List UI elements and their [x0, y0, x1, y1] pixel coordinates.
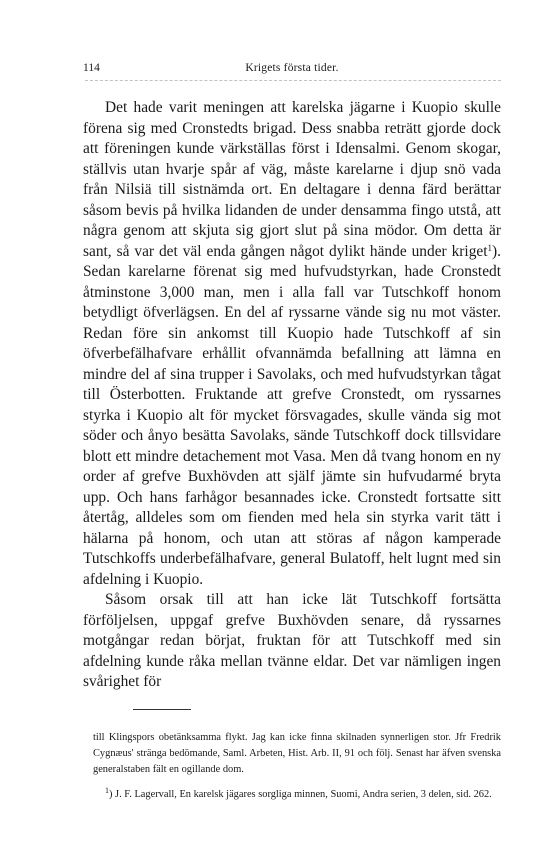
footnote-1-text: ) J. F. Lagervall, En karelsk jägares sorgliga minnen, Suomi, Andra serien, 3 delen, sid. 262.	[109, 789, 492, 801]
paragraph-2: Såsom orsak till att han icke lät Tutschkoff fortsätta förföljelsen, uppgaf grefve Buxhövden senare, då ryssarnes motgångar redan börjat, fruktan för att Tutschkoff med sin afdelning kunde råka mellan tvänne eldar. Det var nämligen ingen svårighet för	[83, 591, 501, 690]
paragraph-1	[83, 98, 501, 590]
running-head	[83, 58, 501, 78]
header-rule	[85, 80, 501, 81]
footnotes	[83, 730, 501, 804]
book-page	[83, 58, 501, 803]
paragraph-1-text-a: Det hade varit meningen att karelska jägarne i Kuopio skulle förena sig med Cronstedts brigad. Dess snabba reträtt gjorde dock att föreningen kunde värkställas först i Idensalmi. Genom skogar, ställvis utan hvarje spår af väg, måste karelarne i djup snö vada från Nilsiä till sistnämda ort. En deltagare i denna färd berättar såsom bevis på hvilka lidanden de under densamma fingo utstå, att några genom att skjuta sig gjort slut på sina mödor. Om detta är sant, så var det väl enda gången något dylikt hände under kriget	[83, 99, 501, 260]
page-number: 114	[83, 62, 100, 74]
footnote-1-marker: 1	[105, 786, 109, 796]
running-title: Krigets första tider.	[245, 62, 339, 74]
paragraph-1-text-b: ). Sedan karelarne förenat sig med hufvudstyrkan, hade Cronstedt åtminstone 3,000 man, men i alla fall var Tutschkoff honom betydligt öfverlägsen. En del af ryssarne vände sig nu mot väster. Redan före sin ankomst till Kuopio hade Tutschkoff af sin öfverbefälhafvare erhållit ofvannämda befallning att lämna en mindre del af sina trupper i Savolaks, och med hufvudstyrkan tågat till Österbotten. Fruktande att grefve Cronstedt, om ryssarnes styrka i Kuopio alt för mycket försvagades, skulle vända sig mot söder och ånyo besätta Savolaks, sände Tutschkoff dock tillsvidare blott ett mindre detachement mot Vasa. Men då tvang honom en ny order af grefve Buxhövden att själf jämte sin hufvudarmé bryta upp. Och hans farhågor besannades icke. Cronstedt fortsatte sitt återtåg, alldeles som om fienden med hela sin styrka varit tätt i hälarna på honom, och utan att störas af någon kamperade Tutschkoffs underbefälhafvare, general Bulatoff, helt lugnt med sin afdelning i Kuopio.	[83, 242, 501, 588]
footnote-continuation: till Klingspors obetänksamma flykt. Jag kan icke finna skilnaden synnerligen stor. Jfr Fredrik Cygnæus' stränga bedömande, Saml. Arbeten, Hist. Arb. II, 91 och följ. Senast har äfven svenska generalstaben fält en ogillande dom.	[93, 731, 501, 775]
footnote-reference: 1	[487, 242, 493, 253]
body-text	[83, 98, 501, 693]
footnote-1	[83, 787, 501, 803]
footnote-rule	[133, 709, 191, 710]
